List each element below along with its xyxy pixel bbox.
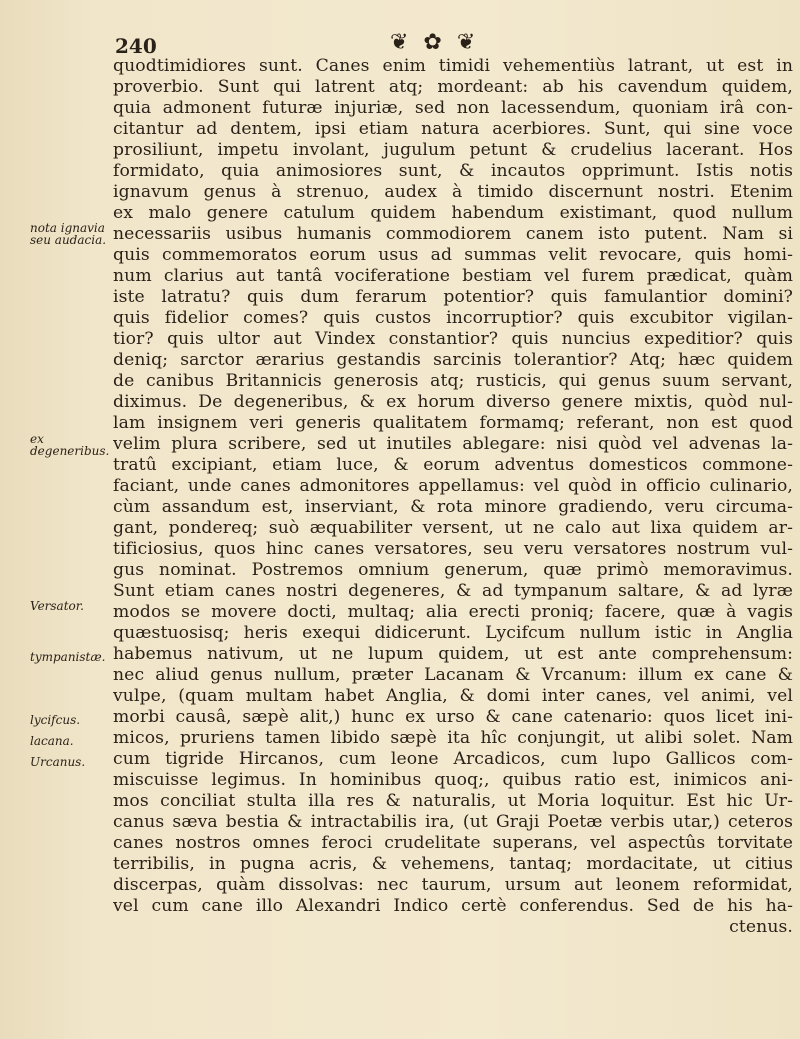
text-line: vulpe, (quam multam habet Anglia, & domi inter canes, vel animi, vel bbox=[113, 686, 793, 706]
text-line: proverbio. Sunt qui latrent atq; mordeant: ab his cavendum quidem, bbox=[113, 77, 793, 97]
text-line: quodtimidiores sunt. Canes enim timidi vehementiùs latrant, ut est in bbox=[113, 56, 793, 76]
margin-note-tympanistae: tympanistæ. bbox=[30, 650, 106, 664]
margin-note-degeneribus: ex degeneribus. bbox=[30, 432, 110, 458]
text-line: ctenus. bbox=[729, 917, 793, 937]
text-line: num clarius aut tantâ vociferatione bestiam vel furem prædicat, quàm bbox=[113, 266, 793, 286]
text-line: prosiliunt, impetu involant, jugulum petunt & crudelius lacerant. Hos bbox=[113, 140, 793, 160]
text-line: Sunt etiam canes nostri degeneres, & ad tympanum saltare, & ad lyræ bbox=[113, 581, 793, 601]
text-line: cùm assandum est, inserviant, & rota minore gradiendo, veru circuma- bbox=[113, 497, 793, 517]
text-line: mos conciliat stulta illa res & naturalis, ut Moria loquitur. Est hic Ur- bbox=[113, 791, 793, 811]
text-line: discerpas, quàm dissolvas: nec taurum, ursum aut leonem reformidat, bbox=[113, 875, 793, 895]
text-line: faciant, unde canes admonitores appellamus: vel quòd in officio culinario, bbox=[113, 476, 793, 496]
text-line: citantur ad dentem, ipsi etiam natura acerbiores. Sunt, qui sine voce bbox=[113, 119, 793, 139]
text-line: formidato, quia animosiores sunt, & incautos opprimunt. Istis notis bbox=[113, 161, 793, 181]
text-line: deniq; sarctor ærarius gestandis sarcinis tolerantior? Atq; hæc quidem bbox=[113, 350, 793, 370]
text-line: diximus. De degeneribus, & ex horum diverso genere mixtis, quòd nul- bbox=[113, 392, 793, 412]
text-line: tior? quis ultor aut Vindex constantior? quis nuncius expeditior? quis bbox=[113, 329, 793, 349]
text-line: miscuisse legimus. In hominibus quoq;, quibus ratio est, inimicos ani- bbox=[113, 770, 793, 790]
text-line: cum tigride Hircanos, cum leone Arcadicos, cum lupo Gallicos com- bbox=[113, 749, 793, 769]
text-line: tificiosius, quos hinc canes versatores, seu veru versatores nostrum vul- bbox=[113, 539, 793, 559]
text-line: micos, pruriens tamen libido sæpè ita hîc conjungit, ut alibi solet. Nam bbox=[113, 728, 793, 748]
text-line: lam insignem veri generis qualitatem formamq; referant, non est quod bbox=[113, 413, 793, 433]
text-line: morbi causâ, sæpè alit,) hunc ex urso & cane catenario: quos licet ini- bbox=[113, 707, 793, 727]
text-line: de canibus Britannicis generosis atq; rusticis, qui genus suum servant, bbox=[113, 371, 793, 391]
text-line: habemus nativum, ut ne lupum quidem, ut est ante comprehensum: bbox=[113, 644, 793, 664]
text-line: ex malo genere catulum quidem habendum existimant, quod nullum bbox=[113, 203, 793, 223]
text-line: canes nostros omnes feroci crudelitate superans, vel aspectûs torvitate bbox=[113, 833, 793, 853]
text-line: modos se movere docti, multaq; alia erecti proniq; facere, quæ à vagis bbox=[113, 602, 793, 622]
text-line: tratû excipiant, etiam luce, & eorum adventus domesticos commone- bbox=[113, 455, 793, 475]
margin-note-lacana: lacana. bbox=[30, 734, 74, 748]
text-line: quia admonent futuræ injuriæ, sed non lacessendum, quoniam irâ con- bbox=[113, 98, 793, 118]
text-line: necessariis usibus humanis commodiorem canem isto putent. Nam si bbox=[113, 224, 793, 244]
body-text bbox=[113, 56, 793, 938]
text-line: gus nominat. Postremos omnium generum, quæ primò memoravimus. bbox=[113, 560, 793, 580]
text-line: gant, pondereq; suò æquabiliter versent, ut ne calo aut lixa quidem ar- bbox=[113, 518, 793, 538]
margin-note-versator: Versator. bbox=[30, 599, 84, 613]
margin-note-lycifcus: lycifcus. bbox=[30, 713, 81, 727]
margin-note-urcanus: Urcanus. bbox=[30, 755, 86, 769]
text-line: nec aliud genus nullum, præter Lacanam & Vrcanum: illum ex cane & bbox=[113, 665, 793, 685]
text-line: terribilis, in pugna acris, & vehemens, tantaq; mordacitate, ut citius bbox=[113, 854, 793, 874]
text-line: quis commemoratos eorum usus ad summas velit revocare, quis homi- bbox=[113, 245, 793, 265]
text-line: canus sæva bestia & intractabilis ira, (ut Graji Poetæ verbis utar,) ceteros bbox=[113, 812, 793, 832]
text-line: ignavum genus à strenuo, audex à timido discernunt nostri. Etenim bbox=[113, 182, 793, 202]
text-line: vel cum cane illo Alexandri Indico certè conferendus. Sed de his ha- bbox=[113, 896, 793, 916]
text-line: velim plura scribere, sed ut inutiles ablegare: nisi quòd vel advenas la- bbox=[113, 434, 793, 454]
header-ornament-icon: ❦ ✿ ❦ bbox=[390, 30, 480, 55]
page-number: 240 bbox=[115, 34, 157, 58]
margin-note-ignavia: nota ignavia seu audacia. bbox=[30, 221, 107, 247]
text-line: quis fidelior comes? quis custos incorruptior? quis excubitor vigilan- bbox=[113, 308, 793, 328]
text-line: iste latratu? quis dum ferarum potentior? quis famulantior domini? bbox=[113, 287, 793, 307]
text-line: quæstuosisq; heris exequi didicerunt. Lycifcum nullum istic in Anglia bbox=[113, 623, 793, 643]
